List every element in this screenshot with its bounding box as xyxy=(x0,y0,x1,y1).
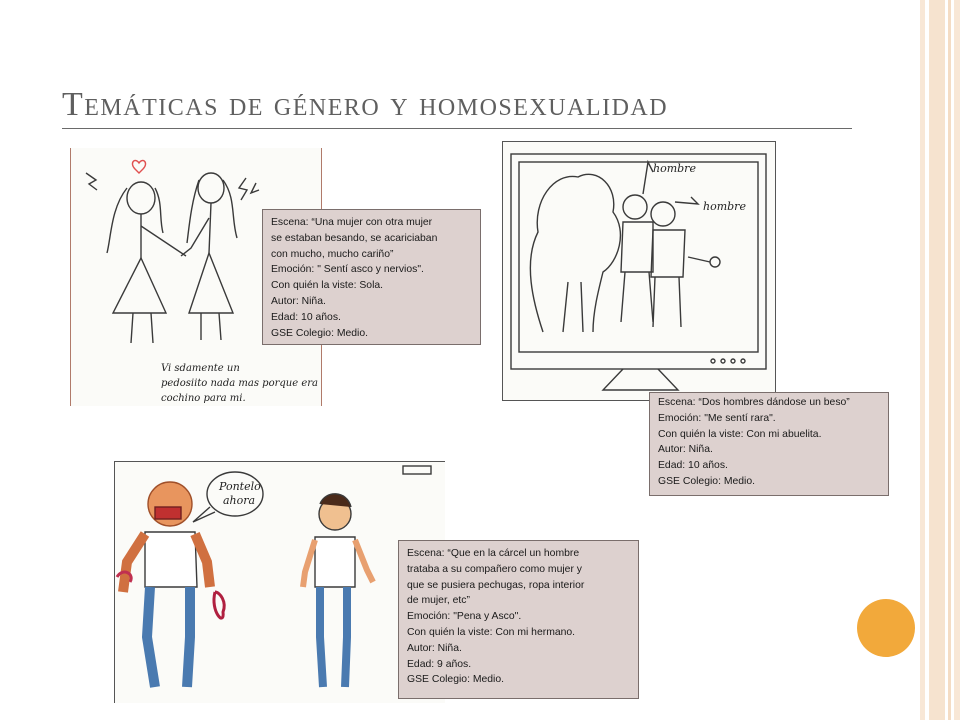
drawing2-label-2: hombre xyxy=(703,200,746,213)
card2-line-6: GSE Colegio: Medio. xyxy=(658,475,756,487)
card3-line-9: GSE Colegio: Medio. xyxy=(407,674,505,686)
drawing2-label-1: hombre xyxy=(653,162,696,175)
card1-line-8: GSE Colegio: Medio. xyxy=(271,327,369,339)
card2-line-2: Emoción: "Me sentí rara". xyxy=(658,412,776,424)
card3-line-6: Con quién la viste: Con mi hermano. xyxy=(407,626,576,638)
card3-line-1: Escena: “Que en la cárcel un hombre xyxy=(407,548,580,559)
drawing3-speech-2: ahora xyxy=(223,494,256,507)
title-underline xyxy=(62,128,852,129)
orange-circle-decoration xyxy=(857,599,915,657)
card3-line-8: Edad: 9 años. xyxy=(407,658,472,670)
drawing-two-men-illustration xyxy=(503,142,775,400)
edge-bar-4 xyxy=(954,0,960,720)
edge-bar-2 xyxy=(929,0,945,720)
card1-line-2: se estaban besando, se acariciaban xyxy=(271,232,438,244)
drawing1-handwriting-3: cochino para mi. xyxy=(161,393,246,404)
edge-bar-3 xyxy=(948,0,951,720)
card1-line-5: Con quién la viste: Sola. xyxy=(271,280,384,292)
card1-line-7: Edad: 10 años. xyxy=(271,311,341,323)
card3-line-2: trataba a su compañero como mujer y xyxy=(407,563,582,575)
card3-line-4: de mujer, etc” xyxy=(407,595,470,607)
caption-card-men xyxy=(649,392,889,496)
card1-line-4: Emoción: " Sentí asco y nervios". xyxy=(271,264,424,276)
card3-line-7: Autor: Niña. xyxy=(407,642,462,654)
drawing-two-men xyxy=(502,141,776,401)
card2-line-3: Con quién la viste: Con mi abuelita. xyxy=(658,428,822,440)
drawing3-speech-1: Pontelo xyxy=(219,480,261,493)
card2-line-4: Autor: Niña. xyxy=(658,444,713,456)
edge-bar-1 xyxy=(920,0,925,720)
card3-line-5: Emoción: "Pena y Asco". xyxy=(407,611,522,623)
card1-line-3: con mucho, mucho cariño” xyxy=(271,248,394,260)
drawing1-handwriting-1: Vi sdamente un xyxy=(161,363,240,374)
slide-title: Temáticas de género y homosexualidad xyxy=(62,86,669,123)
card1-line-6: Autor: Niña. xyxy=(271,295,326,307)
drawing1-handwriting-2: pedosiito nada mas porque era xyxy=(161,378,318,389)
card1-line-1: Escena: “Una mujer con otra mujer xyxy=(271,217,433,228)
caption-card-prison xyxy=(398,540,639,699)
drawing-prison-scene-illustration xyxy=(115,462,445,703)
caption-card-women xyxy=(262,209,481,345)
card2-line-1: Escena: “Dos hombres dándose un beso” xyxy=(658,397,850,408)
card3-line-3: que se pusiera pechugas, ropa interior xyxy=(407,579,585,591)
card2-line-5: Edad: 10 años. xyxy=(658,460,728,472)
drawing-prison-scene xyxy=(114,461,445,703)
